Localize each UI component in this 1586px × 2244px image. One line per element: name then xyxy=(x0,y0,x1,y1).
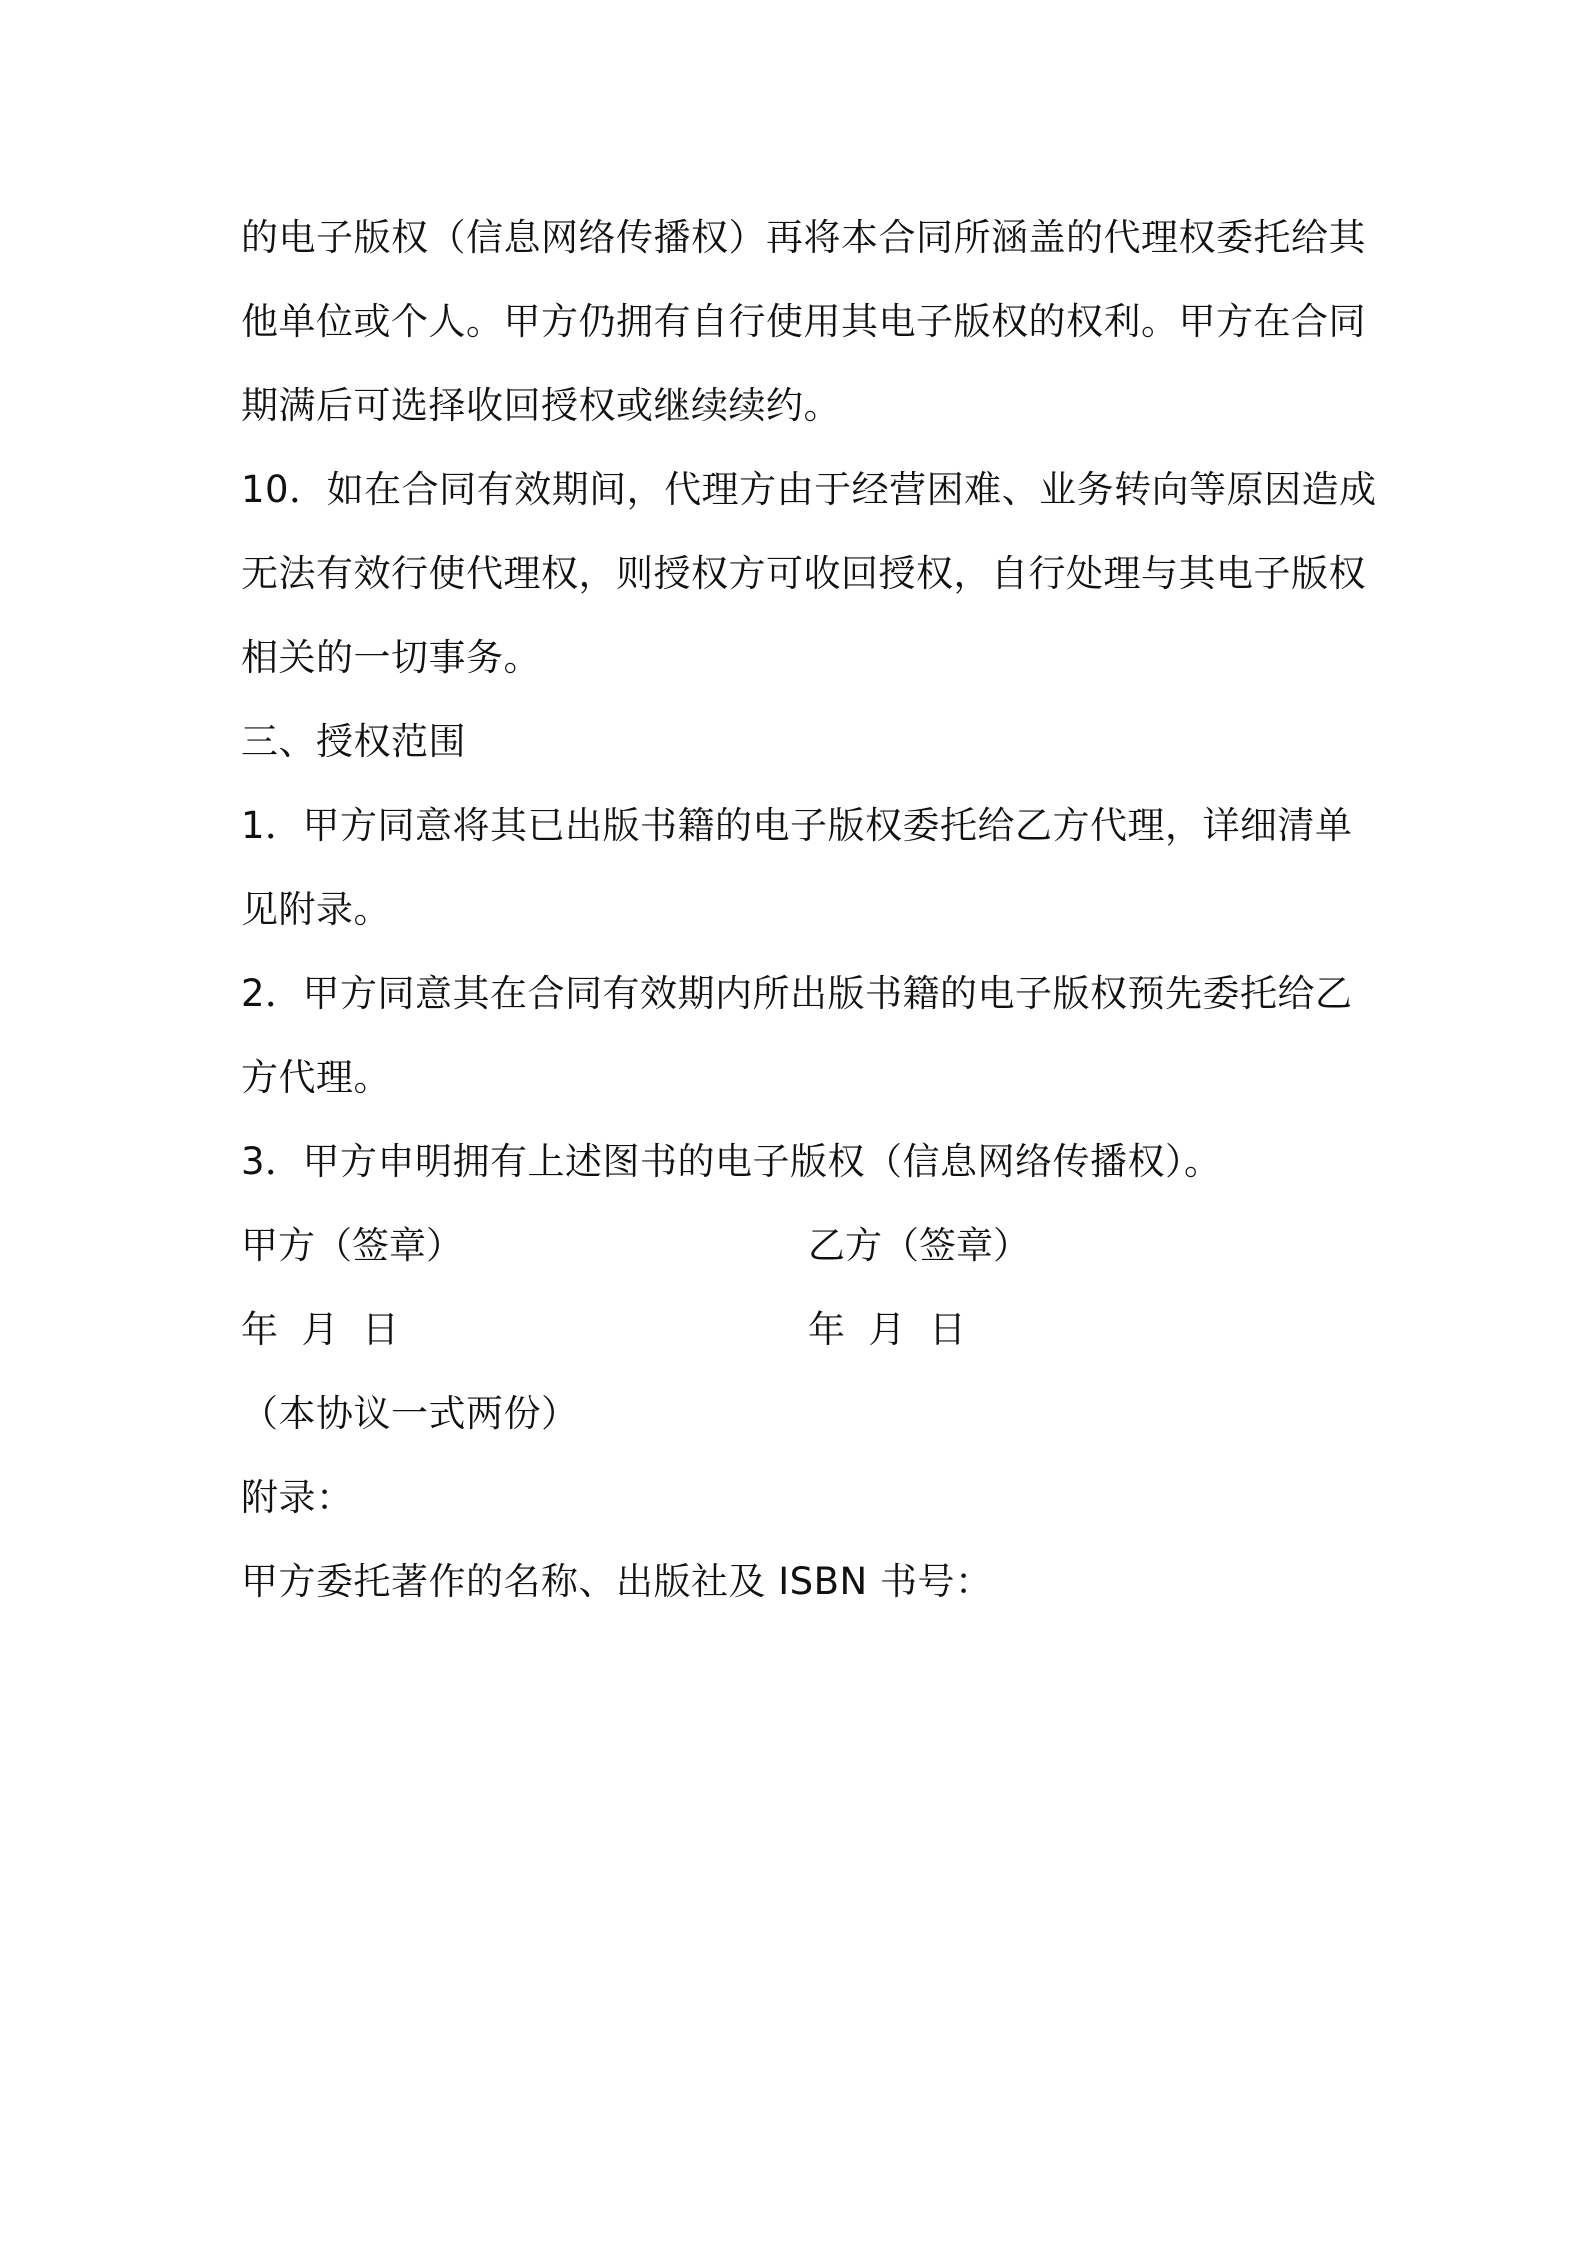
clause-1-line: 1．甲方同意将其已出版书籍的电子版权委托给乙方代理，详细清单 xyxy=(241,804,1353,847)
appendix-item: 甲方委托著作的名称、出版社及 ISBN 书号： xyxy=(241,1560,993,1603)
paragraph-line: 的电子版权（信息网络传播权）再将本合同所涵盖的代理权委托给其 xyxy=(241,216,1366,259)
party-a-signature-label: 甲方（签章） xyxy=(241,1224,463,1267)
paragraph-line: 无法有效行使代理权，则授权方可收回授权，自行处理与其电子版权 xyxy=(241,552,1366,595)
clause-2-line: 2．甲方同意其在合同有效期内所出版书籍的电子版权预先委托给乙 xyxy=(241,972,1353,1015)
clause-10-line: 10．如在合同有效期间，代理方由于经营困难、业务转向等原因造成 xyxy=(241,468,1377,511)
clause-3-line: 3．甲方申明拥有上述图书的电子版权（信息网络传播权）。 xyxy=(241,1140,1222,1183)
paragraph-line: 方代理。 xyxy=(241,1056,391,1099)
party-a-date: 年 月 日 xyxy=(241,1308,400,1351)
paragraph-line: 他单位或个人。甲方仍拥有自行使用其电子版权的权利。甲方在合同 xyxy=(241,300,1366,343)
paragraph-line: 见附录。 xyxy=(241,888,391,931)
document-body xyxy=(241,196,1377,1624)
appendix-label: 附录： xyxy=(241,1476,354,1519)
signature-row xyxy=(241,1204,1356,1288)
section-heading: 三、授权范围 xyxy=(241,720,466,763)
party-b-date: 年 月 日 xyxy=(808,1308,967,1351)
copies-note: （本协议一式两份） xyxy=(241,1392,579,1435)
paragraph-line: 相关的一切事务。 xyxy=(241,636,541,679)
paragraph-line: 期满后可选择收回授权或继续续约。 xyxy=(241,384,841,427)
party-b-signature-label: 乙方（签章） xyxy=(808,1224,1030,1267)
date-row xyxy=(241,1288,1356,1372)
